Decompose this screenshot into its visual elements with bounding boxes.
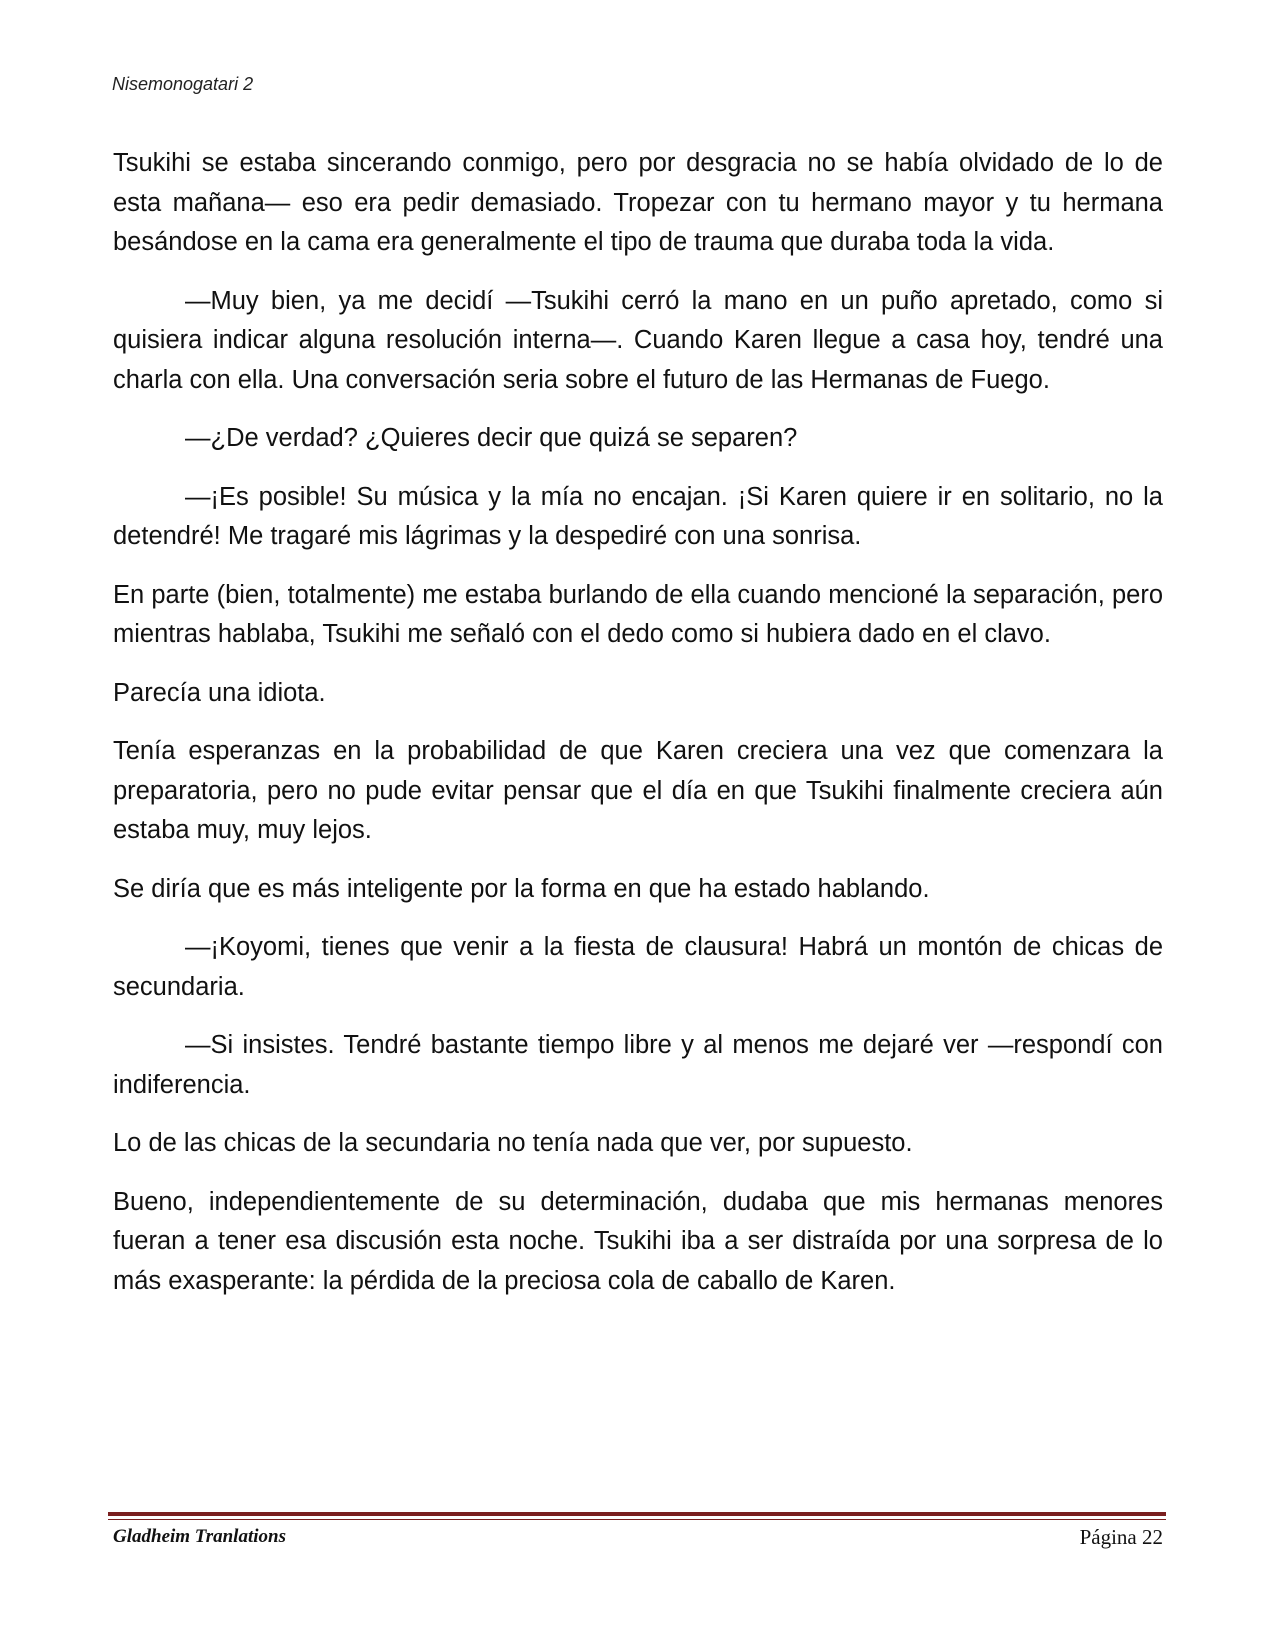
footer-divider-thin-line [108,1519,1166,1520]
body-text [113,144,1163,1320]
dialog-paragraph: —Si insistes. Tendré bastante tiempo libre y al menos me dejaré ver —respondí con indiferencia. [113,1031,1163,1099]
paragraph: Parecía una idiota. [113,678,326,707]
dialog-paragraph: —¡Es posible! Su música y la mía no encajan. ¡Si Karen quiere ir en solitario, no la detendré! Me tragaré mis lágrimas y la despediré con una sonrisa. [113,482,1163,550]
footer-publisher: Gladheim Tranlations [113,1526,286,1547]
page-header-title: Nisemonogatari 2 [112,74,254,94]
footer-divider [108,1512,1166,1521]
dialog-paragraph: —¿De verdad? ¿Quieres decir que quizá se separen? [185,424,798,452]
paragraph: Bueno, independientemente de su determinación, dudaba que mis hermanas menores fueran a tener esa discusión esta noche. Tsukihi iba a ser distraída por una sorpresa de lo más exasperante: la pérdida de la preciosa cola de caballo de Karen. [113,1187,1163,1295]
footer-page-number: Página 22 [1079,1525,1163,1549]
dialog-paragraph: —¡Koyomi, tienes que venir a la fiesta de clausura! Habrá un montón de chicas de secundaria. [113,933,1163,1001]
paragraph: Tenía esperanzas en la probabilidad de que Karen creciera una vez que comenzara la preparatoria, pero no pude evitar pensar que el día en que Tsukihi finalmente creciera aún estaba muy, muy lejos. [113,737,1163,844]
footer-divider-thick-line [108,1512,1166,1516]
paragraph: Se diría que es más inteligente por la forma en que ha estado hablando. [113,874,930,903]
dialog-paragraph: —Muy bien, ya me decidí —Tsukihi cerró la mano en un puño apretado, como si quisiera indicar alguna resolución interna—. Cuando Karen llegue a casa hoy, tendré una charla con ella. Una conversación seria sobre el futuro de las Hermanas de Fuego. [113,286,1163,394]
paragraph: Tsukihi se estaba sincerando conmigo, pero por desgracia no se había olvidado de lo de esta mañana— eso era pedir demasiado. Tropezar con tu hermano mayor y tu hermana besándose en la cama era generalmente el tipo de trauma que duraba toda la vida. [113,149,1163,256]
paragraph: En parte (bien, totalmente) me estaba burlando de ella cuando mencioné la separación, pero mientras hablaba, Tsukihi me señaló con el dedo como si hubiera dado en el clavo. [113,580,1163,648]
paragraph: Lo de las chicas de la secundaria no tenía nada que ver, por supuesto. [113,1129,913,1157]
